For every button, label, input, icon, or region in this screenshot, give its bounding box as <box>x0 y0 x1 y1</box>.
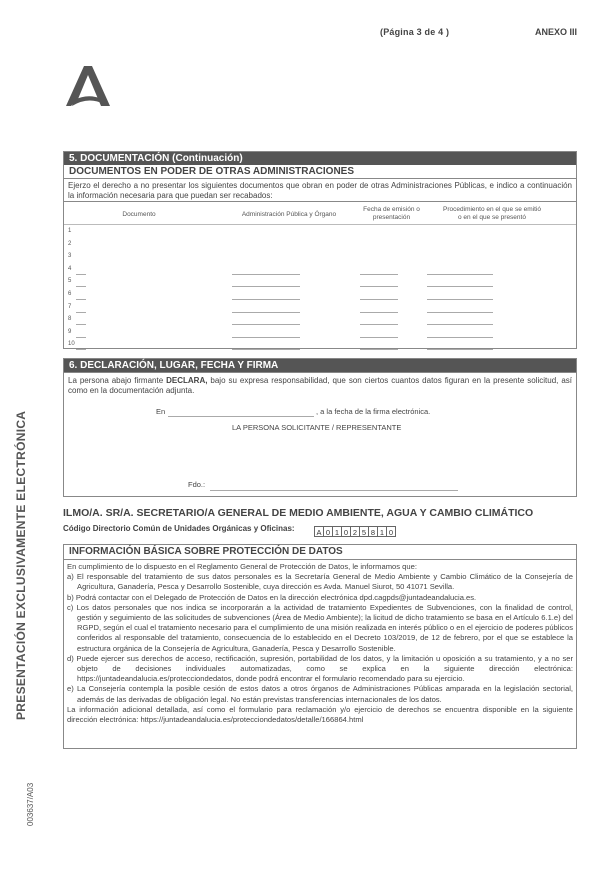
row-proc-field[interactable] <box>427 349 493 350</box>
data-protection-title: INFORMACIÓN BÁSICA SOBRE PROTECCIÓN DE DATOS <box>64 545 576 560</box>
code-cell: 8 <box>368 526 378 537</box>
col-documento: Documento <box>122 211 156 218</box>
page-number: (Página 3 de 4 ) <box>380 27 450 37</box>
annex-label: ANEXO III <box>535 27 578 37</box>
junta-logo-icon <box>66 66 110 106</box>
row-proc-field[interactable] <box>427 312 493 313</box>
decl-pre: La persona abajo firmante <box>68 376 167 385</box>
col-proc: Procedimiento en el que se emitió o en el que se presentó <box>443 206 541 221</box>
row-documento-field[interactable] <box>76 312 86 313</box>
row-fecha-field[interactable] <box>360 324 398 325</box>
code-cell: 5 <box>359 526 369 537</box>
decl-post: bajo su expresa responsabilidad, que son ciertos cuantos datos figuran en la presente solicitud, así como en la documentación adjunta. <box>68 376 572 395</box>
row-documento-field[interactable] <box>76 337 86 338</box>
signature-field[interactable] <box>210 490 458 491</box>
code-cell: A <box>314 526 324 537</box>
table-row-number: 6 <box>68 291 72 297</box>
decl-bold: DECLARA, <box>166 376 208 385</box>
row-proc-field[interactable] <box>427 299 493 300</box>
code-cell: 0 <box>341 526 351 537</box>
table-row-number: 7 <box>68 303 72 310</box>
protection-e: e) La Consejería contempla la posible cesión de estos datos a otros órganos de Administraciones Públicas amparada en la legislación sectorial, además de las derivadas de obligación legal. No están previstas transferencias internacionales de los datos. <box>67 684 573 704</box>
row-documento-field[interactable] <box>76 324 86 325</box>
directory-code-label: Código Directorio Común de Unidades Orgánicas y Oficinas: <box>63 524 295 533</box>
row-fecha-field[interactable] <box>360 349 398 350</box>
row-admin-field[interactable] <box>232 337 300 338</box>
addressee-title: ILMO/A. SR/A. SECRETARIO/A GENERAL DE MEDIO AMBIENTE, AGUA Y CAMBIO CLIMÁTICO <box>63 507 534 519</box>
row-proc-field[interactable] <box>427 274 493 275</box>
fdo-label: Fdo.: <box>188 480 206 489</box>
row-admin-field[interactable] <box>232 324 300 325</box>
code-cell: 2 <box>350 526 360 537</box>
table-row-number: 5 <box>68 278 72 285</box>
row-documento-field[interactable] <box>76 274 86 275</box>
row-admin-field[interactable] <box>232 349 300 350</box>
table-row-number: 8 <box>68 316 72 323</box>
protection-d: d) Puede ejercer sus derechos de acceso, rectificación, supresión, portabilidad de los datos, y la limitación u oposición a su tratamiento, y a no ser objeto de decisiones individuales automatizadas, como se explica en la siguiente dirección electrónica: https://juntadeandalucia.es/protecciondedatos, donde podrá encontrar el formulario recomendado para su ejercicio. <box>67 653 573 684</box>
sidebar-vertical-text: PRESENTACIÓN EXCLUSIVAMENTE ELECTRÓNICA <box>14 410 28 720</box>
row-fecha-field[interactable] <box>360 286 398 287</box>
row-admin-field[interactable] <box>232 274 300 275</box>
section-6-title: 6. DECLARACIÓN, LUGAR, FECHA Y FIRMA <box>64 359 576 372</box>
protection-intro: En cumplimiento de lo dispuesto en el Reglamento General de Protección de Datos, le informamos que: <box>67 562 417 571</box>
protection-a: a) El responsable del tratamiento de sus datos personales es la Secretaría General de Medio Ambiente y Cambio Climático de la Consejería de Agricultura, Ganadería, Pesca y Desarrollo Sostenible, cuya dirección es Avda. Manuel Siurot, 50 41071 Sevilla. <box>67 572 573 592</box>
date-label: , a la fecha de la firma electrónica. <box>316 407 431 416</box>
row-documento-field[interactable] <box>76 299 86 300</box>
row-admin-field[interactable] <box>232 299 300 300</box>
row-proc-field[interactable] <box>427 324 493 325</box>
section-6-box <box>63 358 577 497</box>
protection-c: c) Los datos personales que nos indica se incorporarán a la actividad de tratamiento Expedientes de Subvenciones, con la finalidad de control, gestión y seguimiento de las solicitudes de subvenciones (Área de Medio Ambiente); la licitud de dicho tratamiento se basa en el Artículo 6.1.e) del RGPD, según el cual el tratamiento necesario para el cumplimiento de una misión realizada en interés público o en el ejercicio de poderes públicos conferidos al responsable del tratamiento, consecuencia de lo establecido en el Decreto 103/2019, de 12 de febrero, por el que se establece la estructura orgánica de la Consejería de Agricultura, Ganadería, Pesca y Desarrollo Sostenible. <box>67 602 573 653</box>
protection-b: b) Podrá contactar con el Delegado de Protección de Datos en la dirección electrónica dpd.cagpds@juntadeandalucia.es. <box>67 592 477 602</box>
row-admin-field[interactable] <box>232 286 300 287</box>
table-row-number: 2 <box>68 240 72 247</box>
section-5-subtitle: DOCUMENTOS EN PODER DE OTRAS ADMINISTRACIONES <box>64 165 576 179</box>
directory-code <box>314 522 395 540</box>
declaration-text <box>64 372 576 396</box>
form-code: 003637/A03 <box>26 782 35 826</box>
code-cell: 0 <box>386 526 396 537</box>
row-fecha-field[interactable] <box>360 274 398 275</box>
row-documento-field[interactable] <box>76 349 86 350</box>
row-admin-field[interactable] <box>232 312 300 313</box>
place-field[interactable] <box>168 416 314 417</box>
code-cell: 1 <box>332 526 342 537</box>
row-documento-field[interactable] <box>76 286 86 287</box>
row-fecha-field[interactable] <box>360 299 398 300</box>
row-fecha-field[interactable] <box>360 337 398 338</box>
section-5-box <box>63 151 577 349</box>
en-label: En <box>156 407 166 416</box>
col-fecha: Fecha de emisión o presentación <box>363 206 420 221</box>
code-cell: 0 <box>323 526 333 537</box>
table-row-number: 3 <box>68 253 72 260</box>
table-row-number: 9 <box>68 328 72 335</box>
table-row-number: 1 <box>68 228 72 234</box>
signer-label: LA PERSONA SOLICITANTE / REPRESENTANTE <box>232 423 402 432</box>
protection-extra: La información adicional detallada, así como el formulario para reclamación y/o ejercicio de derechos se encuentra disponible en la siguiente dirección electrónica: https://juntadeandalucia.es/protecciondedatos/detalle/166864.html <box>67 704 573 725</box>
table-row-number: 10 <box>68 341 75 348</box>
section-5-intro: Ejerzo el derecho a no presentar los siguientes documentos que obran en poder de otras Administraciones Públicas, e indico a continuación la información necesaria para que puedan ser recabados: <box>68 181 572 200</box>
documents-table <box>64 201 576 352</box>
col-admin: Administración Pública y Órgano <box>241 211 337 218</box>
data-protection-box <box>63 544 577 749</box>
row-proc-field[interactable] <box>427 286 493 287</box>
table-row-number: 4 <box>68 265 72 272</box>
section-5-title: 5. DOCUMENTACIÓN (Continuación) <box>64 152 576 165</box>
row-fecha-field[interactable] <box>360 312 398 313</box>
code-cell: 1 <box>377 526 387 537</box>
row-proc-field[interactable] <box>427 337 493 338</box>
